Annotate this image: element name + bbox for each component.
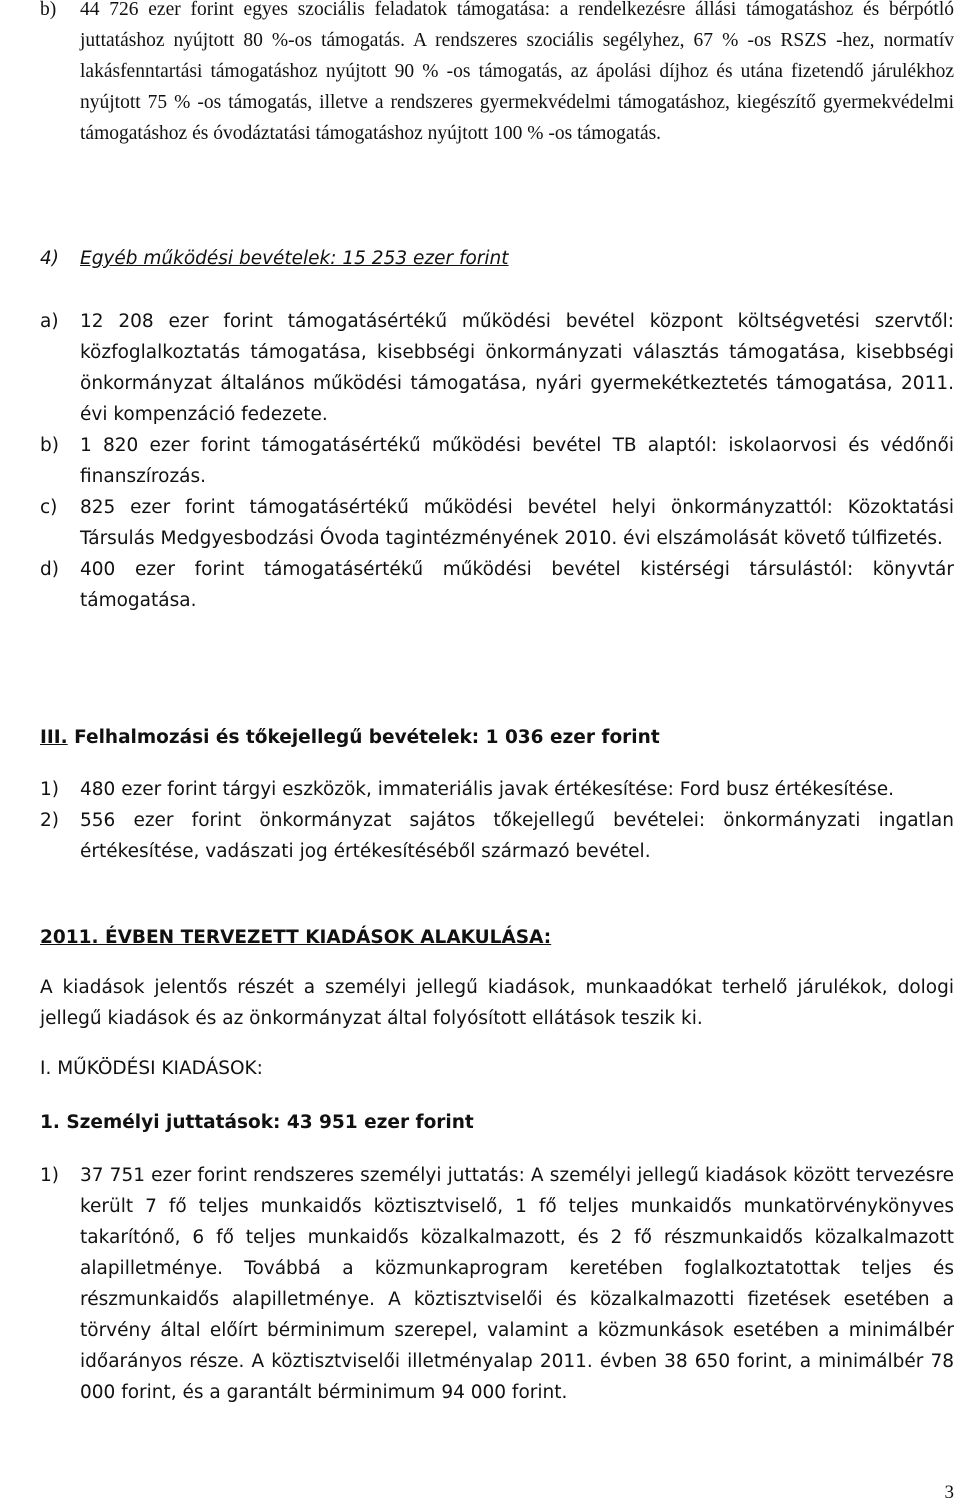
section-3-heading [40,722,954,753]
list-marker: 2) [40,810,59,831]
list-item-text: 480 ezer forint tárgyi eszközök, immateriális javak értékesítése: Ford busz értékesítése. [80,779,895,800]
personnel-heading: 1. Személyi juttatások: 43 951 ezer forint [40,1112,474,1133]
list-item-text: 12 208 ezer forint támogatásértékű működési bevétel központ költségvetési szervtől: közfoglalkoztatás támogatása, kisebbségi önkormányzati választás támogatása, kisebbségi önkormányzat általános működési támogatása, nyári gyermekétkeztetés támogatása, 2011. évi kompenzáció fedezete. [80,311,954,425]
section-4-heading [40,243,954,274]
section-4-list [40,306,954,616]
section-marker: 4) [40,248,59,269]
list-marker: c) [40,497,58,518]
page-number: 3 [944,1482,954,1503]
list-marker: b) [40,0,57,20]
list-item-text: 1 820 ezer forint támogatásértékű működési bevétel TB alaptól: iskolaorvosi és védőnői finanszírozás. [80,435,954,487]
list-item [40,774,954,805]
personnel-item-1 [40,1160,954,1408]
list-marker: 1) [40,1165,59,1186]
list-marker: a) [40,311,59,332]
list-marker: 1) [40,779,59,800]
section-numeral: III. [40,727,68,748]
item-b-top [40,0,954,149]
list-item-text: 44 726 ezer forint egyes szociális feladatok támogatása: a rendelkezésre állási támogatáshoz és bérpótló juttatáshoz nyújtott 80 %-os támogatás. A rendszeres szociális segélyhez, 67 % -os RSZS -hez, normatív lakásfenntartási támogatáshoz nyújtott 90 % -os támogatás, az ápolási díjhoz és utána fizetendő járulékhoz nyújtott 75 % -os támogatás, illetve a rendszeres gyermekvédelmi támogatáshoz, kiegészítő gyermekvédelmi támogatáshoz és óvodáztatási támogatáshoz nyújtott 100 % -os támogatás. [80,0,954,144]
list-marker: d) [40,559,59,580]
list-item [40,554,954,616]
expenses-intro: A kiadások jelentős részét a személyi jellegű kiadások, munkaadókat terhelő járulékok, dologi jellegű kiadások és az önkormányzat által folyósított ellátások teszik ki. [40,977,954,1029]
section-heading-text: Felhalmozási és tőkejellegű bevételek: 1 036 ezer forint [67,727,660,748]
list-item-text: 825 ezer forint támogatásértékű működési bevétel helyi önkormányzattól: Közoktatási Társulás Medgyesbodzási Óvoda tagintézményének 2010. évi elszámolását követő túlfizetés. [80,497,954,549]
list-item [40,306,954,430]
list-item-text: 37 751 ezer forint rendszeres személyi juttatás: A személyi jellegű kiadások között tervezésre került 7 fő teljes munkaidős köztisztviselő, 1 fő teljes munkaidős munkatörvénykönyves takarítónő, 6 fő teljes munkaidős közalkalmazott, és 2 fő részmunkaidős közalkalmazott alapilletménye. Továbbá a közmunkaprogram keretében foglalkoztatottak teljes és részmunkaidős alapilletménye. A köztisztviselői és közalkalmazotti fizetések esetében a törvény által előírt bérminimum szerepel, valamint a közmunkások esetében a minimálbér időarányos része. A köztisztviselői illetményalap 2011. évben 38 650 forint, a minimálbér 78 000 forint, és a garantált bérminimum 94 000 forint. [80,1165,954,1403]
list-item [40,805,954,867]
section-3-list [40,774,954,867]
list-item-text: 556 ezer forint önkormányzat sajátos tőkejellegű bevételei: önkormányzati ingatlan értékesítése, vadászati jog értékesítéséből származó bevétel. [80,810,954,862]
list-item [40,492,954,554]
section-heading: Egyéb működési bevételek: 15 253 ezer forint [80,248,509,269]
list-item-text: 400 ezer forint támogatásértékű működési bevétel kistérségi társulástól: könyvtár támogatása. [80,559,954,611]
list-marker: b) [40,435,59,456]
expenses-heading: 2011. ÉVBEN TERVEZETT KIADÁSOK ALAKULÁSA: [40,927,552,948]
operating-expenses-heading: I. MŰKÖDÉSI KIADÁSOK: [40,1058,263,1079]
list-item [40,430,954,492]
